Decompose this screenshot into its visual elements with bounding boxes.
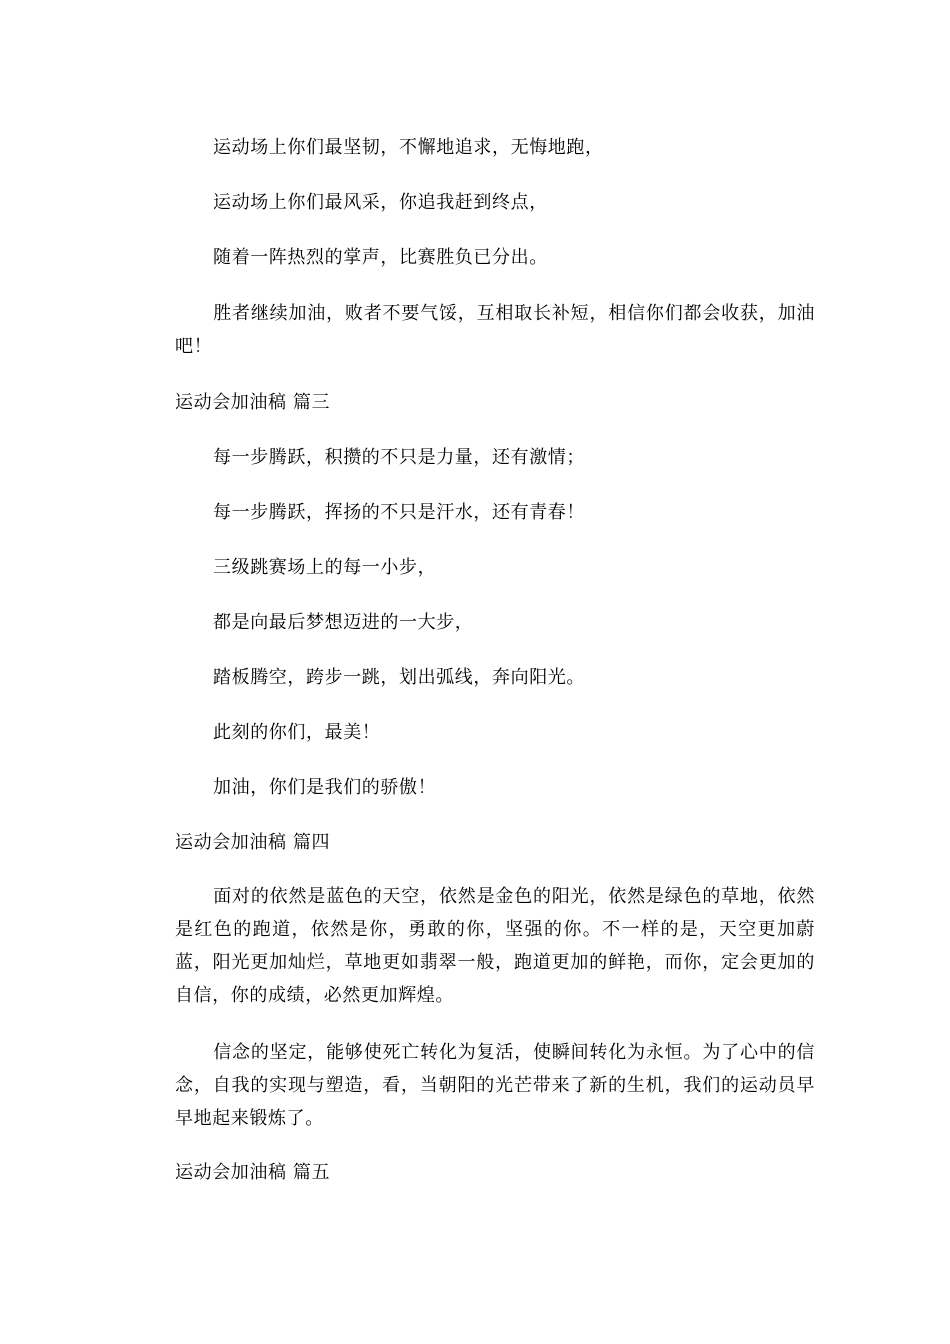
body-paragraph	[175, 880, 815, 1012]
verse-line: 都是向最后梦想迈进的一大步，	[213, 612, 474, 633]
closing-text: 胜者继续加油，败者不要气馁，互相取长补短，相信你们都会收获，加油吧！	[175, 303, 815, 357]
body-paragraph	[175, 1036, 815, 1135]
verse-line: 此刻的你们，最美！	[213, 722, 381, 743]
paragraph-text: 信念的坚定，能够使死亡转化为复活，使瞬间转化为永恒。为了心中的信念，自我的实现与塑造，看，当朝阳的光芒带来了新的生机，我们的运动员早早地起来锻炼了。	[175, 1042, 815, 1129]
verse-line: 运动场上你们最风采，你追我赶到终点，	[213, 192, 548, 213]
verse-line: 随着一阵热烈的掌声，比赛胜负已分出。	[213, 247, 548, 268]
section-heading: 运动会加油稿 篇五	[175, 1162, 331, 1183]
section-heading: 运动会加油稿 篇三	[175, 392, 331, 413]
verse-line: 加油，你们是我们的骄傲！	[213, 777, 437, 798]
verse-line: 三级跳赛场上的每一小步，	[213, 557, 437, 578]
paragraph-text: 面对的依然是蓝色的天空，依然是金色的阳光，依然是绿色的草地，依然是红色的跑道，依然是你，勇敢的你，坚强的你。不一样的是，天空更加蔚蓝，阳光更加灿烂，草地更如翡翠一般，跑道更加的鲜艳，而你，定会更加的自信，你的成绩，必然更加辉煌。	[175, 886, 815, 1006]
verse-line: 踏板腾空，跨步一跳，划出弧线，奔向阳光。	[213, 667, 585, 688]
closing-paragraph	[175, 297, 815, 363]
verse-line: 运动场上你们最坚韧，不懈地追求，无悔地跑，	[213, 137, 604, 158]
section-heading: 运动会加油稿 篇四	[175, 832, 331, 853]
verse-line: 每一步腾跃，挥扬的不只是汗水，还有青春！	[213, 502, 585, 523]
verse-line: 每一步腾跃，积攒的不只是力量，还有激情；	[213, 447, 585, 468]
